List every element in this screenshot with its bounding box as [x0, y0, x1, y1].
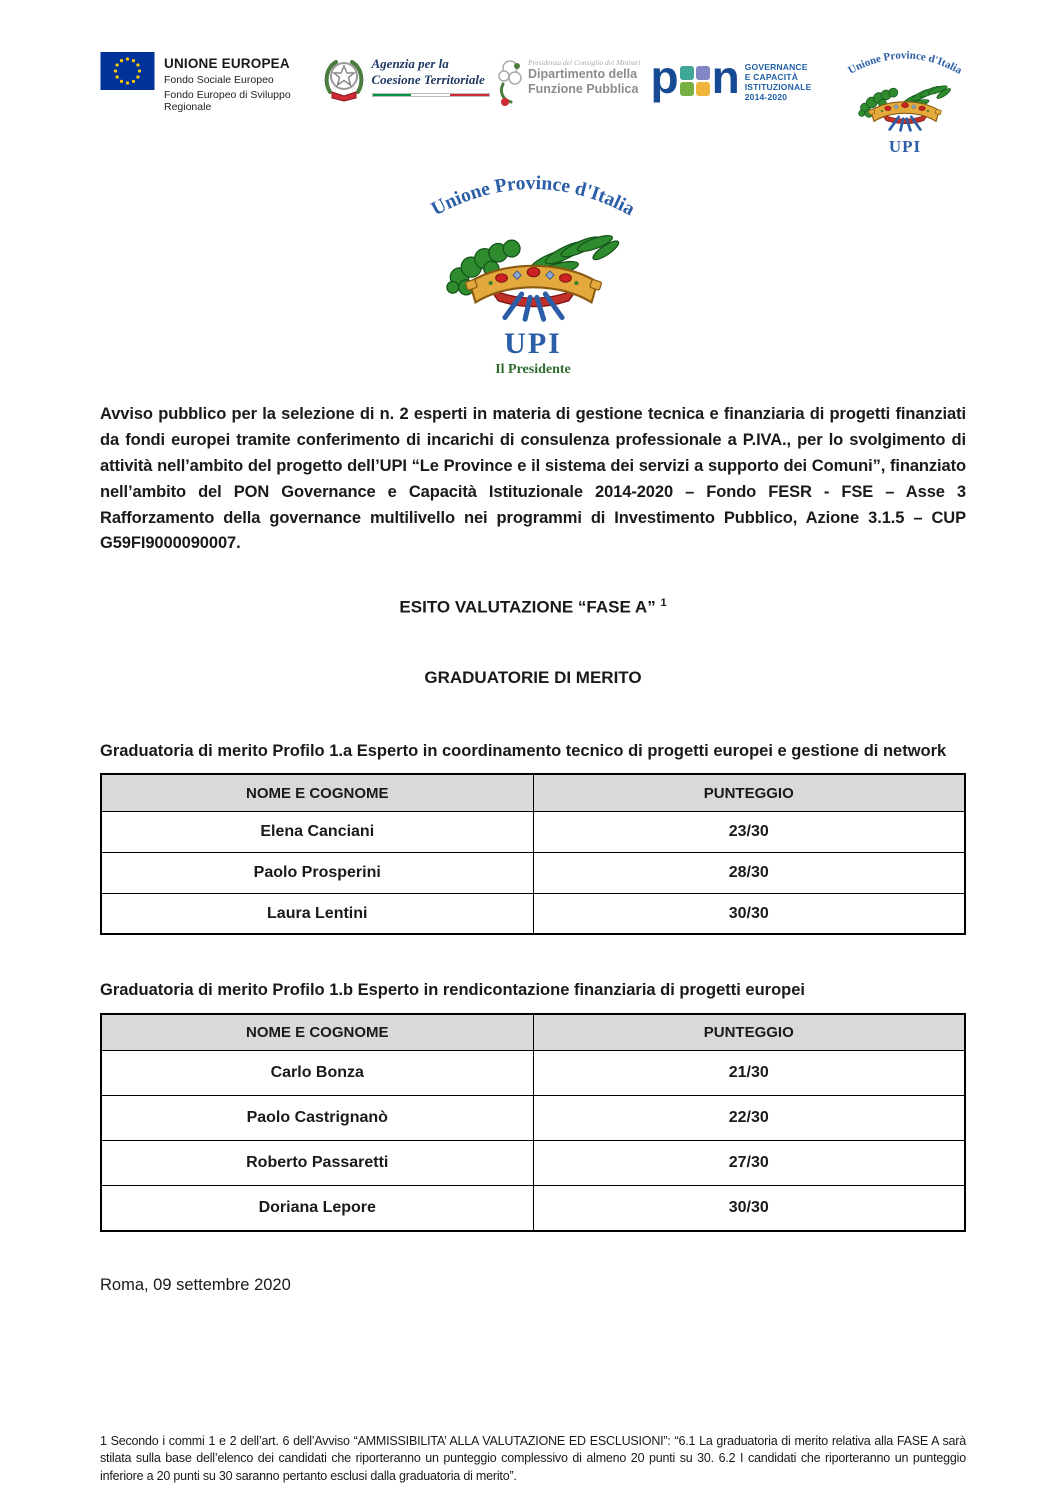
table-cell: Doriana Lepore	[101, 1186, 533, 1231]
table-cell: 30/30	[533, 1186, 965, 1231]
table-cell: Elena Canciani	[101, 811, 533, 852]
esito-footnote-ref: 1	[660, 597, 667, 610]
dipartimento-line2: Funzione Pubblica	[528, 82, 639, 96]
table-cell: 27/30	[533, 1141, 965, 1186]
funzione-pubblica-logo	[497, 52, 647, 110]
table-row	[101, 1096, 965, 1141]
presidente-subtitle: Il Presidente	[495, 362, 571, 377]
upi-small-label: UPI	[888, 137, 922, 156]
pon-governance-logo	[651, 52, 841, 102]
header-logo-strip	[100, 49, 966, 156]
pon-letter-p: p	[650, 51, 678, 103]
table-cell: Paolo Castrignanò	[101, 1096, 533, 1141]
presidenza-script-line: Presidenza del Consiglio dei Ministri	[528, 58, 641, 67]
agenzia-logo-line2: Coesione Territoriale	[371, 72, 485, 88]
section-b-title: Graduatoria di merito Profilo 1.b Esperto in rendicontazione finanziaria di progetti europei	[100, 981, 806, 1000]
pon-text-line1: GOVERNANCE	[744, 62, 808, 72]
table-header-row	[101, 774, 965, 811]
table-cell: Roberto Passaretti	[101, 1141, 533, 1186]
table-cell: Paolo Prosperini	[101, 852, 533, 893]
esito-heading	[100, 597, 966, 618]
ranking-table-profile-1a	[100, 773, 966, 935]
table-row	[101, 852, 965, 893]
ranking-table-profile-1b	[100, 1013, 966, 1232]
table-cell: 21/30	[533, 1051, 965, 1096]
agenzia-logo-line1: Agenzia per la	[371, 56, 449, 71]
upi-main-label: UPI	[504, 327, 562, 360]
table-row	[101, 1051, 965, 1096]
table-row	[101, 811, 965, 852]
footnote: 1 Secondo i commi 1 e 2 dell’art. 6 dell’Avviso “AMMISSIBILITA’ ALLA VALUTAZIONE ED ESCLUSIONI”: “6.1 La graduatoria di merito relativa alla FASE A sarà stilata sulla base dell’elenco dei candidati che riporteranno un punteggio complessivo di almeno 20 punti su 30. 6.2 I candidati che riporteranno un punteggio inferiore a 20 punti su 30 saranno pertanto esclusi dalla graduatoria di merito”.	[100, 1433, 966, 1483]
svg-text:Unione Province d'Italia: Unione Province d'Italia	[428, 172, 639, 220]
upi-main-crest	[413, 158, 653, 378]
eu-logo-line2: Fondo Europeo di Sviluppo Regionale	[164, 89, 291, 113]
esito-heading-text: ESITO VALUTAZIONE “FASE A”	[399, 598, 656, 617]
table-cell: Laura Lentini	[101, 893, 533, 934]
table-row	[101, 893, 965, 934]
dipartimento-line1: Dipartimento della	[528, 67, 638, 81]
upi-small-arc-text	[844, 42, 966, 75]
funzione-pubblica-emblem-icon	[497, 58, 523, 110]
upi-main-crest-icon	[441, 225, 626, 326]
pon-letter-n: n	[711, 51, 739, 103]
eu-logo-text	[164, 52, 318, 113]
pon-text-line3: ISTITUZIONALE	[744, 82, 812, 93]
date-line: Roma, 09 settembre 2020	[100, 1275, 291, 1294]
svg-text:Unione Province d'Italia: Unione Province d'Italia	[846, 49, 964, 75]
table-cell: 30/30	[533, 893, 965, 934]
eu-flag-icon	[100, 52, 155, 90]
eu-logo-title: UNIONE EUROPEA	[164, 56, 290, 71]
pon-text-line2: E CAPACITÀ	[744, 72, 799, 83]
table-row	[101, 1186, 965, 1231]
pon-text-line4: 2014-2020	[744, 92, 788, 103]
italy-tricolor-bar	[372, 93, 490, 97]
upi-small-crest-icon	[855, 80, 955, 134]
upi-main-arc-text	[418, 158, 648, 220]
graduatorie-heading: GRADUATORIE DI MERITO	[424, 668, 642, 687]
table-cell: 28/30	[533, 852, 965, 893]
italy-emblem-icon	[322, 56, 366, 102]
table-cell: Carlo Bonza	[101, 1051, 533, 1096]
section-a-title: Graduatoria di merito Profilo 1.a Esperto in coordinamento tecnico di progetti europei e gestione di network	[100, 742, 947, 760]
upi-small-logo	[844, 42, 966, 157]
eu-logo-line1: Fondo Sociale Europeo	[164, 74, 274, 86]
table-header-row	[101, 1014, 965, 1051]
table-cell: 22/30	[533, 1096, 965, 1141]
table-cell: 23/30	[533, 811, 965, 852]
column-header: PUNTEGGIO	[533, 774, 965, 811]
table-row	[101, 1141, 965, 1186]
pon-logo-text	[745, 60, 812, 102]
pon-squares-icon	[680, 66, 710, 102]
column-header: PUNTEGGIO	[533, 1014, 965, 1051]
intro-paragraph: Avviso pubblico per la selezione di n. 2 esperti in materia di gestione tecnica e finanziaria di progetti finanziati da fondi europei tramite conferimento di incarichi di consulenza professionale a P.IVA., per lo svolgimento di attività nell’ambito del progetto dell’UPI “Le Province e il sistema dei servizi a supporto dei Comuni”, finanziato nell’ambito del PON Governance e Capacità Istituzionale 2014-2020 – Fondo FESR - FSE – Asse 3 Rafforzamento della governance multilivello nei programmi di Investimento Pubblico, Azione 3.1.5 – CUP G59FI9000090007.	[100, 405, 966, 553]
eu-logo	[100, 52, 318, 113]
agenzia-coesione-logo	[322, 52, 494, 102]
column-header: NOME E COGNOME	[101, 774, 533, 811]
column-header: NOME E COGNOME	[101, 1014, 533, 1051]
